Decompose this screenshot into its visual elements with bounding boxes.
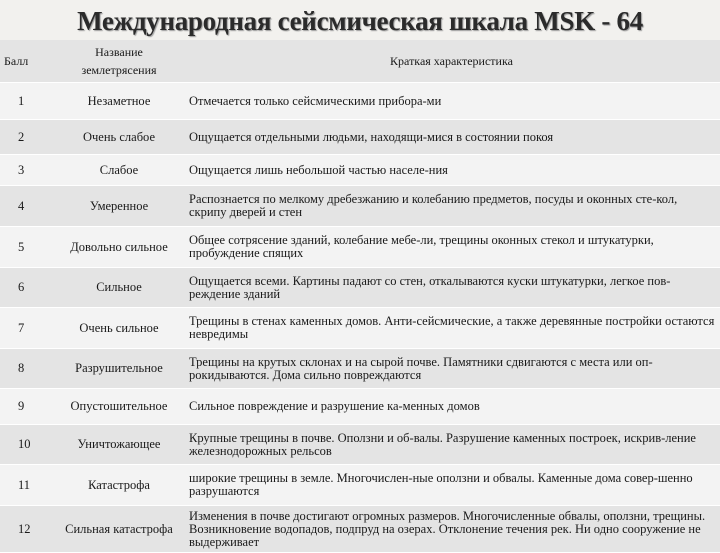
name-cell: Разрушительное xyxy=(55,349,183,389)
name-cell: Опустошительное xyxy=(55,389,183,425)
ball-cell: 7 xyxy=(0,308,55,349)
ball-cell: 12 xyxy=(0,506,55,553)
name-cell: Очень слабое xyxy=(55,120,183,155)
table-row xyxy=(0,120,720,155)
ball-cell: 9 xyxy=(0,389,55,425)
table-row xyxy=(0,83,720,120)
name-cell: Умеренное xyxy=(55,186,183,227)
table-row xyxy=(0,227,720,268)
ball-cell: 5 xyxy=(0,227,55,268)
description-cell: Отмечается только сейсмическими прибора-ми xyxy=(183,83,720,120)
name-cell: Очень сильное xyxy=(55,308,183,349)
column-header-name: Название землетрясения xyxy=(55,40,183,83)
description-cell: Общее сотрясение зданий, колебание мебе-ли, трещины оконных стекол и штукатурки, пробуждение спящих xyxy=(183,227,720,268)
description-cell: Ощущается лишь небольшой частью населе-ния xyxy=(183,155,720,186)
ball-cell: 11 xyxy=(0,465,55,506)
ball-cell: 2 xyxy=(0,120,55,155)
table-row xyxy=(0,268,720,308)
name-cell: Катастрофа xyxy=(55,465,183,506)
description-cell: Сильное повреждение и разрушение ка-менных домов xyxy=(183,389,720,425)
table-row xyxy=(0,506,720,553)
ball-cell: 8 xyxy=(0,349,55,389)
ball-cell: 1 xyxy=(0,83,55,120)
name-cell: Незаметное xyxy=(55,83,183,120)
description-cell: широкие трещины в земле. Многочислен-ные оползни и обвалы. Каменные дома совер-шенно разрушаются xyxy=(183,465,720,506)
table-row xyxy=(0,389,720,425)
description-cell: Ощущается всеми. Картины падают со стен, откалываются куски штукатурки, легкое пов-реждение зданий xyxy=(183,268,720,308)
description-cell: Ощущается отдельными людьми, находящи-мися в состоянии покоя xyxy=(183,120,720,155)
table-header-row xyxy=(0,40,720,83)
table-row xyxy=(0,186,720,227)
table-row xyxy=(0,425,720,465)
name-cell: Уничтожающее xyxy=(55,425,183,465)
ball-cell: 10 xyxy=(0,425,55,465)
name-cell: Сильная катастрофа xyxy=(55,506,183,553)
ball-cell: 6 xyxy=(0,268,55,308)
description-cell: Трещины на крутых склонах и на сырой почве. Памятники сдвигаются с места или оп-рокидываются. Дома сильно повреждаются xyxy=(183,349,720,389)
name-cell: Сильное xyxy=(55,268,183,308)
name-cell: Довольно сильное xyxy=(55,227,183,268)
table-row xyxy=(0,465,720,506)
ball-cell: 4 xyxy=(0,186,55,227)
name-cell: Слабое xyxy=(55,155,183,186)
column-header-ball: Балл xyxy=(0,40,55,83)
table-row xyxy=(0,308,720,349)
description-cell: Распознается по мелкому дребезжанию и колебанию предметов, посуды и оконных сте-кол, скрипу дверей и стен xyxy=(183,186,720,227)
table-row xyxy=(0,349,720,389)
column-header-description: Краткая характеристика xyxy=(183,40,720,83)
page-title: Международная сейсмическая шкала MSK - 64 xyxy=(77,6,643,36)
seismic-scale-table xyxy=(0,40,720,553)
description-cell: Изменения в почве достигают огромных размеров. Многочисленные обвалы, оползни, трещины. Возникновение водопадов, подпруд на озерах. Отклонение течения рек. Ни одно сооружение не выдерживает xyxy=(183,506,720,553)
table-row xyxy=(0,155,720,186)
description-cell: Трещины в стенах каменных домов. Анти-сейсмические, а также деревянные постройки остаются невредимы xyxy=(183,308,720,349)
ball-cell: 3 xyxy=(0,155,55,186)
description-cell: Крупные трещины в почве. Оползни и об-валы. Разрушение каменных построек, искрив-ление железнодорожных рельсов xyxy=(183,425,720,465)
